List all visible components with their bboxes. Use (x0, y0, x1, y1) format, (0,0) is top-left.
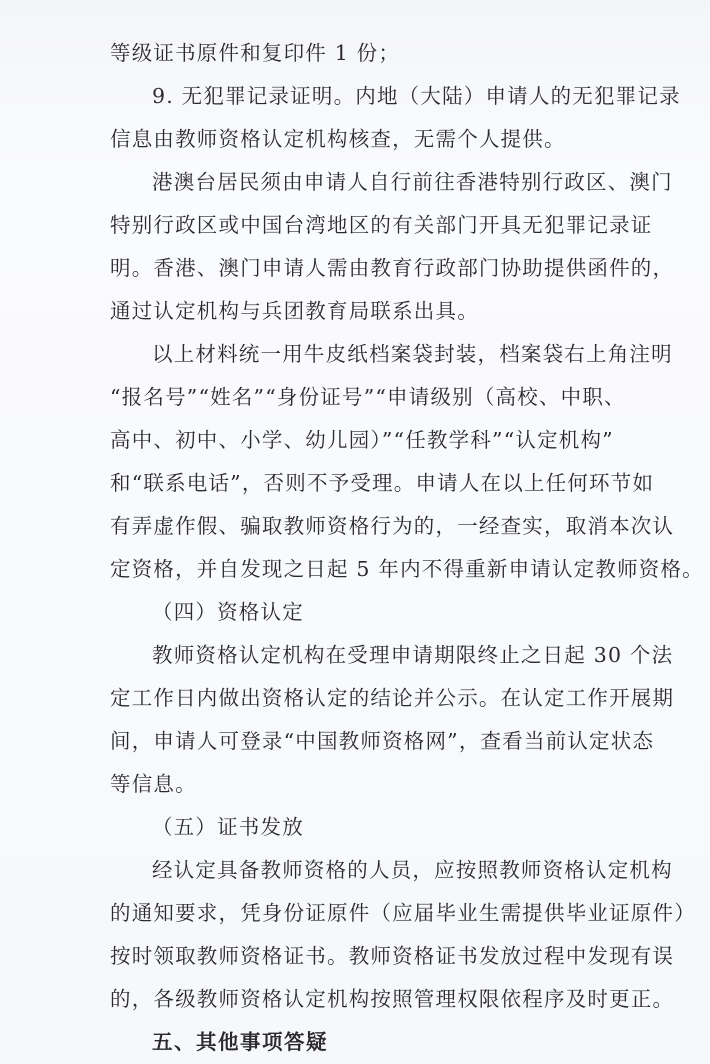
text-line: 等信息。 (110, 772, 197, 796)
text-line: 明。香港、澳门申请人需由教育行政部门协助提供函件的， (110, 256, 675, 280)
text-line: 的通知要求，凭身份证原件（应届毕业生需提供毕业证原件） (110, 901, 696, 925)
text-line: 9. 无犯罪记录证明。内地（大陆）申请人的无犯罪记录 (152, 84, 681, 108)
text-line: 的，各级教师资格认定机构按照管理权限依程序及时更正。 (110, 987, 675, 1011)
text-line: 等级证书原件和复印件 1 份； (110, 41, 401, 65)
text-line: 和“联系电话”，否则不予受理。申请人在以上任何环节如 (110, 471, 655, 495)
text-line: 有弄虚作假、骗取教师资格行为的，一经查实，取消本次认 (110, 514, 675, 538)
text-line: 定工作日内做出资格认定的结论并公示。在认定工作开展期 (110, 686, 675, 710)
text-line: 高中、初中、小学、幼儿园）”“任教学科”“认定机构” (110, 428, 614, 452)
text-line: 教师资格认定机构在受理申请期限终止之日起 30 个法 (152, 643, 674, 667)
text-line: 通过认定机构与兵团教育局联系出具。 (110, 299, 479, 323)
text-line: 经认定具备教师资格的人员，应按照教师资格认定机构 (152, 858, 673, 882)
text-line: 按时领取教师资格证书。教师资格证书发放过程中发现有误 (110, 944, 675, 968)
document-body (110, 32, 704, 1064)
text-line: 定资格，并自发现之日起 5 年内不得重新申请认定教师资格。 (110, 557, 704, 581)
text-line: 港澳台居民须由申请人自行前往香港特别行政区、澳门 (152, 170, 673, 194)
text-line: 特别行政区或中国台湾地区的有关部门开具无犯罪记录证 (110, 213, 653, 237)
text-line: 间，申请人可登录“中国教师资格网”，查看当前认定状态 (110, 729, 655, 753)
text-line: “报名号”“姓名”“身份证号”“申请级别（高校、中职、 (110, 385, 626, 409)
section-title-other-matters: 五、其他事项答疑 (152, 1030, 328, 1054)
text-line: 信息由教师资格认定机构核查，无需个人提供。 (110, 127, 566, 151)
section-heading-qualification: （四）资格认定 (152, 600, 304, 624)
text-line: 以上材料统一用牛皮纸档案袋封装，档案袋右上角注明 (152, 342, 673, 366)
section-heading-certificate: （五）证书发放 (152, 815, 304, 839)
